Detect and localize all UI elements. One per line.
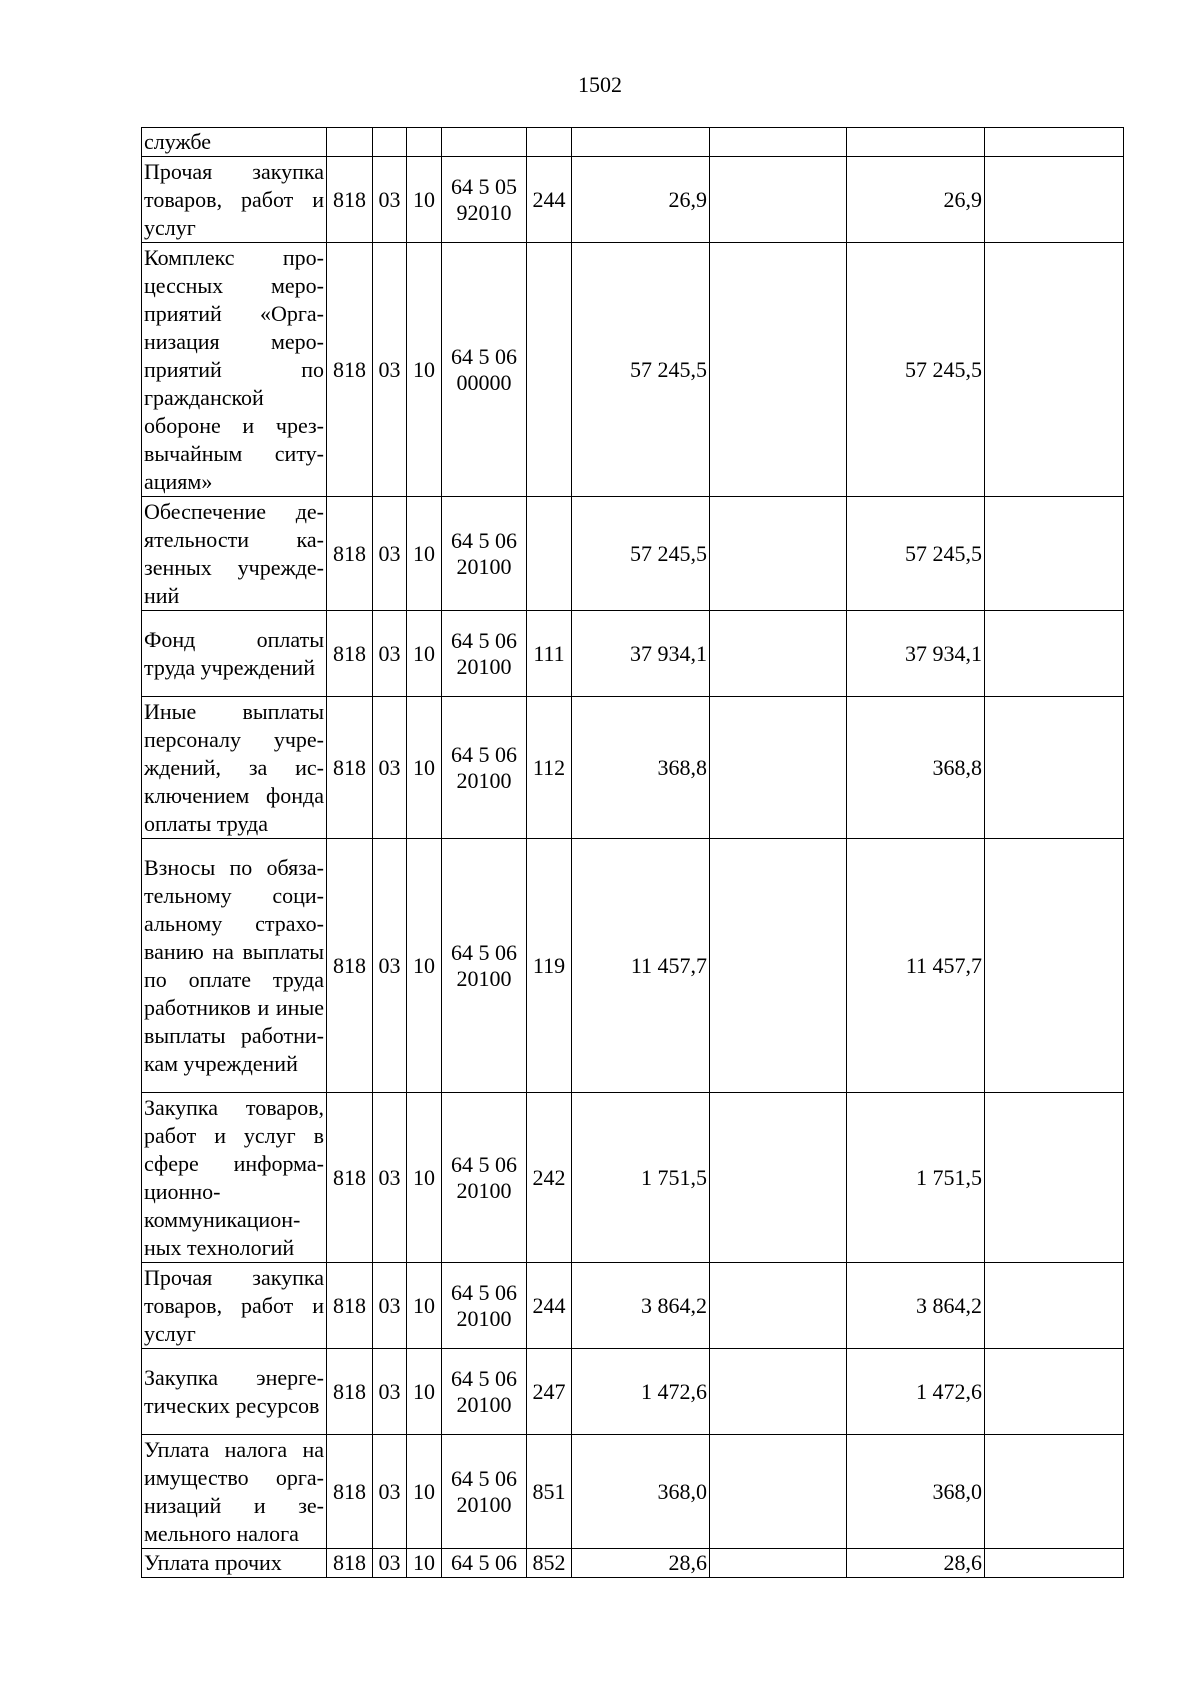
row-subsection-cell: 10: [407, 1549, 442, 1578]
row-amount-2-cell: [710, 243, 847, 497]
row-name-cell: Уплата прочих: [142, 1549, 327, 1578]
table-body: [142, 128, 1124, 1578]
row-subsection-cell: [407, 128, 442, 157]
row-name-cell: Иные выплаты персоналу учреждений, за исключением фонда оплаты труда: [142, 697, 327, 839]
row-name-cell: Закупка энергетических ресурсов: [142, 1349, 327, 1435]
row-name-cell: Прочая закупка товаров, работ и услуг: [142, 157, 327, 243]
table-row: [142, 157, 1124, 243]
row-amount-3-cell: 3 864,2: [847, 1263, 985, 1349]
row-amount-2-cell: [710, 1549, 847, 1578]
row-section-cell: 03: [373, 1549, 407, 1578]
row-amount-2-cell: [710, 611, 847, 697]
row-expense-type-cell: 244: [527, 157, 572, 243]
table-row: [142, 243, 1124, 497]
row-amount-cell: 26,9: [572, 157, 710, 243]
row-section-cell: 03: [373, 1093, 407, 1263]
row-expense-type-cell: [527, 243, 572, 497]
row-amount-cell: 28,6: [572, 1549, 710, 1578]
row-expense-type-cell: 112: [527, 697, 572, 839]
row-extra-cell: [985, 1263, 1124, 1349]
row-name-cell: Фонд оплаты труда учреждений: [142, 611, 327, 697]
table-row: [142, 497, 1124, 611]
row-amount-2-cell: [710, 1435, 847, 1549]
table-row: [142, 839, 1124, 1093]
row-name-cell: Закупка товаров, работ и услуг в сфере информационно-коммуникационных технологий: [142, 1093, 327, 1263]
row-expense-type-cell: 119: [527, 839, 572, 1093]
row-name-cell: Прочая закупка товаров, работ и услуг: [142, 1263, 327, 1349]
row-extra-cell: [985, 697, 1124, 839]
row-subsection-cell: 10: [407, 1349, 442, 1435]
row-subsection-cell: 10: [407, 611, 442, 697]
row-target-article-cell: 64 5 06 20100: [442, 1263, 527, 1349]
row-grbs-cell: 818: [327, 839, 373, 1093]
table-row: [142, 1263, 1124, 1349]
row-grbs-cell: 818: [327, 243, 373, 497]
row-expense-type-cell: [527, 128, 572, 157]
row-section-cell: 03: [373, 157, 407, 243]
row-name-cell: Взносы по обязательному социальному страхованию на выплаты по оплате труда работников и иные выплаты работникам учреждений: [142, 839, 327, 1093]
row-grbs-cell: [327, 128, 373, 157]
row-subsection-cell: 10: [407, 157, 442, 243]
row-grbs-cell: 818: [327, 1093, 373, 1263]
row-extra-cell: [985, 1435, 1124, 1549]
row-extra-cell: [985, 128, 1124, 157]
row-name-cell: Уплата налога на имущество организаций и земельного налога: [142, 1435, 327, 1549]
row-amount-cell: 57 245,5: [572, 243, 710, 497]
row-expense-type-cell: 852: [527, 1549, 572, 1578]
row-amount-3-cell: 368,0: [847, 1435, 985, 1549]
row-amount-cell: 3 864,2: [572, 1263, 710, 1349]
row-amount-3-cell: 37 934,1: [847, 611, 985, 697]
row-section-cell: 03: [373, 1263, 407, 1349]
row-section-cell: 03: [373, 697, 407, 839]
row-grbs-cell: 818: [327, 1549, 373, 1578]
table-row: [142, 1093, 1124, 1263]
row-amount-cell: 1 751,5: [572, 1093, 710, 1263]
row-extra-cell: [985, 1549, 1124, 1578]
table-row: [142, 128, 1124, 157]
page-number: 1502: [578, 72, 622, 97]
row-amount-2-cell: [710, 1093, 847, 1263]
row-extra-cell: [985, 497, 1124, 611]
row-amount-3-cell: 57 245,5: [847, 243, 985, 497]
row-amount-cell: 37 934,1: [572, 611, 710, 697]
row-section-cell: 03: [373, 611, 407, 697]
row-amount-3-cell: 368,8: [847, 697, 985, 839]
row-amount-2-cell: [710, 1349, 847, 1435]
row-amount-2-cell: [710, 839, 847, 1093]
row-grbs-cell: 818: [327, 611, 373, 697]
row-target-article-cell: 64 5 06 20100: [442, 1349, 527, 1435]
row-extra-cell: [985, 157, 1124, 243]
row-section-cell: 03: [373, 497, 407, 611]
row-section-cell: 03: [373, 839, 407, 1093]
row-target-article-cell: 64 5 06 20100: [442, 611, 527, 697]
row-section-cell: 03: [373, 1435, 407, 1549]
row-expense-type-cell: 111: [527, 611, 572, 697]
row-amount-2-cell: [710, 697, 847, 839]
row-grbs-cell: 818: [327, 1435, 373, 1549]
row-target-article-cell: 64 5 06 20100: [442, 839, 527, 1093]
row-amount-cell: 1 472,6: [572, 1349, 710, 1435]
row-grbs-cell: 818: [327, 697, 373, 839]
row-target-article-cell: 64 5 06 20100: [442, 1435, 527, 1549]
row-expense-type-cell: 851: [527, 1435, 572, 1549]
row-amount-3-cell: 11 457,7: [847, 839, 985, 1093]
row-extra-cell: [985, 1349, 1124, 1435]
budget-table: [141, 127, 1124, 1578]
row-amount-cell: 368,8: [572, 697, 710, 839]
row-amount-3-cell: 57 245,5: [847, 497, 985, 611]
row-target-article-cell: 64 5 06: [442, 1549, 527, 1578]
row-amount-2-cell: [710, 1263, 847, 1349]
table-row: [142, 1349, 1124, 1435]
row-subsection-cell: 10: [407, 243, 442, 497]
row-subsection-cell: 10: [407, 697, 442, 839]
row-amount-cell: 11 457,7: [572, 839, 710, 1093]
table-row: [142, 1435, 1124, 1549]
row-target-article-cell: 64 5 05 92010: [442, 157, 527, 243]
row-extra-cell: [985, 611, 1124, 697]
row-extra-cell: [985, 1093, 1124, 1263]
row-target-article-cell: [442, 128, 527, 157]
row-expense-type-cell: [527, 497, 572, 611]
row-amount-cell: [572, 128, 710, 157]
row-amount-3-cell: 28,6: [847, 1549, 985, 1578]
row-subsection-cell: 10: [407, 1435, 442, 1549]
row-extra-cell: [985, 839, 1124, 1093]
row-subsection-cell: 10: [407, 497, 442, 611]
row-target-article-cell: 64 5 06 20100: [442, 1093, 527, 1263]
row-expense-type-cell: 242: [527, 1093, 572, 1263]
row-amount-3-cell: 1 472,6: [847, 1349, 985, 1435]
table-row: [142, 1549, 1124, 1578]
row-amount-cell: 368,0: [572, 1435, 710, 1549]
row-extra-cell: [985, 243, 1124, 497]
row-amount-2-cell: [710, 157, 847, 243]
row-grbs-cell: 818: [327, 1349, 373, 1435]
row-grbs-cell: 818: [327, 157, 373, 243]
row-subsection-cell: 10: [407, 1093, 442, 1263]
table-row: [142, 611, 1124, 697]
row-target-article-cell: 64 5 06 20100: [442, 497, 527, 611]
row-grbs-cell: 818: [327, 497, 373, 611]
row-name-cell: службе: [142, 128, 327, 157]
row-name-cell: Обеспечение деятельности казенных учреждений: [142, 497, 327, 611]
row-section-cell: [373, 128, 407, 157]
row-target-article-cell: 64 5 06 20100: [442, 697, 527, 839]
table-row: [142, 697, 1124, 839]
row-amount-2-cell: [710, 128, 847, 157]
row-amount-3-cell: 1 751,5: [847, 1093, 985, 1263]
row-amount-cell: 57 245,5: [572, 497, 710, 611]
row-grbs-cell: 818: [327, 1263, 373, 1349]
row-subsection-cell: 10: [407, 1263, 442, 1349]
row-section-cell: 03: [373, 1349, 407, 1435]
row-target-article-cell: 64 5 06 00000: [442, 243, 527, 497]
row-amount-2-cell: [710, 497, 847, 611]
row-subsection-cell: 10: [407, 839, 442, 1093]
row-name-cell: Комплекс процессных мероприятий «Организация мероприятий по гражданской обороне и чрезвычайным ситуациям»: [142, 243, 327, 497]
row-expense-type-cell: 244: [527, 1263, 572, 1349]
row-section-cell: 03: [373, 243, 407, 497]
row-expense-type-cell: 247: [527, 1349, 572, 1435]
row-amount-3-cell: [847, 128, 985, 157]
row-amount-3-cell: 26,9: [847, 157, 985, 243]
